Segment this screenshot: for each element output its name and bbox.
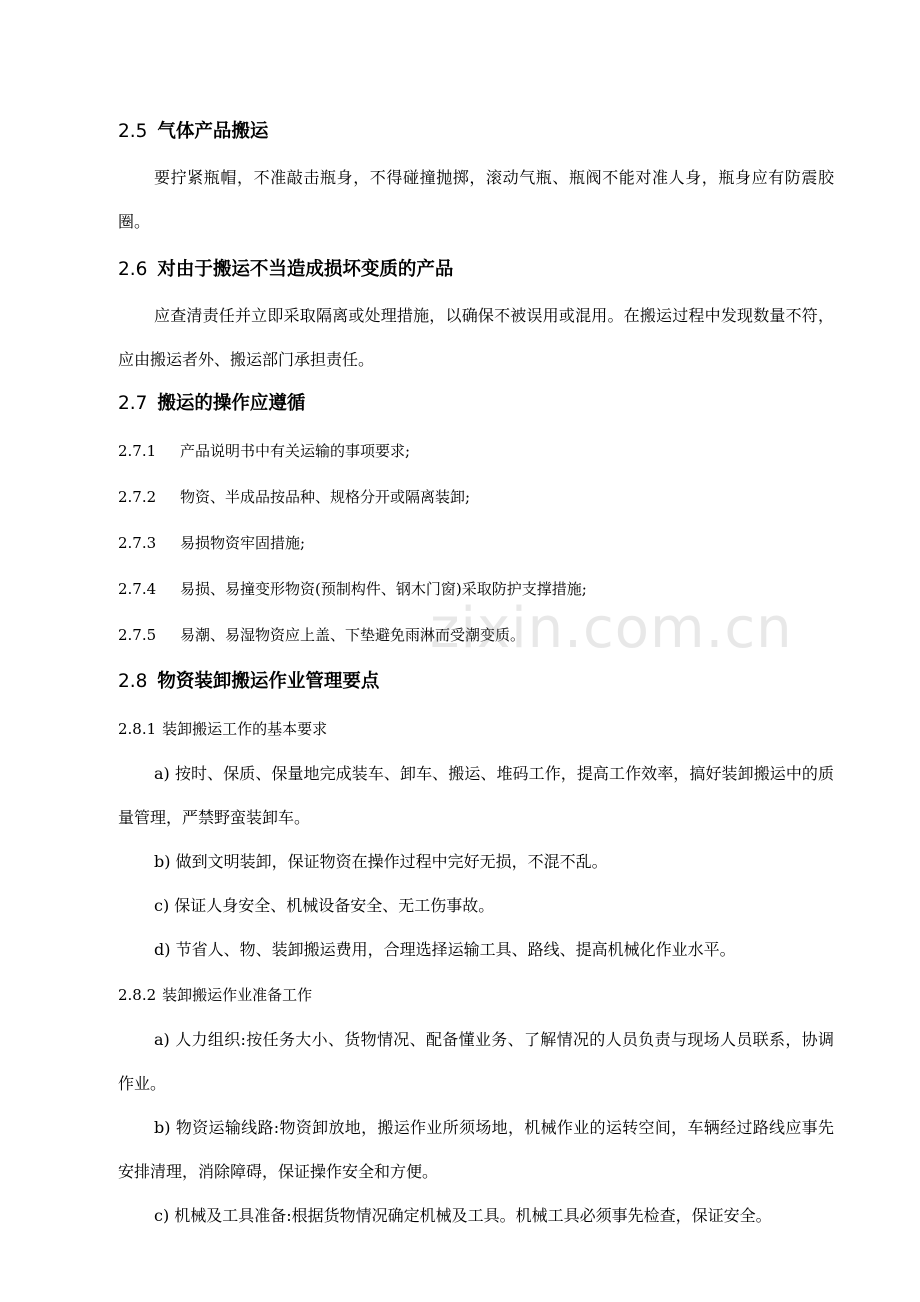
- subsection-heading-2-8-2: 2.8.2 装卸搬运作业准备工作: [118, 986, 313, 1004]
- subsection-2-8-1-item-b: b) 做到文明装卸，保证物资在操作过程中完好无损，不混不乱。: [154, 852, 608, 871]
- subsection-2-8-1-item-a: a) 按时、保质、保量地完成装车、卸车、搬运、堆码工作，提高工作效率，搞好装卸搬运中的质量管理，严禁野蛮装卸车。: [118, 764, 834, 827]
- subsection-heading-2-8-1: 2.8.1 装卸搬运工作的基本要求: [118, 720, 328, 738]
- subsection-2-8-2-item-b: b) 物资运输线路:物资卸放地，搬运作业所须场地，机械作业的运转空间，车辆经过路线应事先安排清理，消除障碍，保证操作安全和方便。: [118, 1118, 834, 1181]
- list-item: 2.7.5 易潮、易湿物资应上盖、下垫避免雨淋而受潮变质。: [118, 626, 526, 644]
- list-item: 2.7.4 易损、易撞变形物资(预制构件、钢木门窗)采取防护支撑措施;: [118, 580, 587, 598]
- section-heading-2-7: 2.7 搬运的操作应遵循: [118, 393, 306, 414]
- list-item: 2.7.2 物资、半成品按品种、规格分开或隔离装卸;: [118, 488, 471, 506]
- section-heading-2-5: 2.5 气体产品搬运: [118, 121, 269, 142]
- subsection-2-8-2-item-a: a) 人力组织:按任务大小、货物情况、配备懂业务、了解情况的人员负责与现场人员联系，协调作业。: [118, 1030, 834, 1093]
- section-2-6-paragraph: 应查清责任并立即采取隔离或处理措施，以确保不被误用或混用。在搬运过程中发现数量不符，应由搬运者外、搬运部门承担责任。: [118, 306, 834, 369]
- list-item: 2.7.1 产品说明书中有关运输的事项要求;: [118, 442, 411, 460]
- section-2-5-paragraph: 要拧紧瓶帽，不准敲击瓶身，不得碰撞抛掷，滚动气瓶、瓶阀不能对准人身，瓶身应有防震胶圈。: [118, 168, 834, 231]
- section-heading-2-6: 2.6 对由于搬运不当造成损坏变质的产品: [118, 259, 454, 280]
- subsection-2-8-1-item-c: c) 保证人身安全、机械设备安全、无工伤事故。: [154, 896, 495, 915]
- subsection-2-8-2-item-c: c) 机械及工具准备:根据货物情况确定机械及工具。机械工具必须事先检查，保证安全。: [154, 1206, 772, 1225]
- subsection-2-8-1-item-d: d) 节省人、物、装卸搬运费用，合理选择运输工具、路线、提高机械化作业水平。: [154, 940, 736, 959]
- document-body: [118, 108, 834, 1238]
- list-item: 2.7.3 易损物资牢固措施;: [118, 534, 306, 552]
- watermark: zixin.com.cn: [430, 596, 793, 661]
- section-heading-2-8: 2.8 物资装卸搬运作业管理要点: [118, 671, 380, 692]
